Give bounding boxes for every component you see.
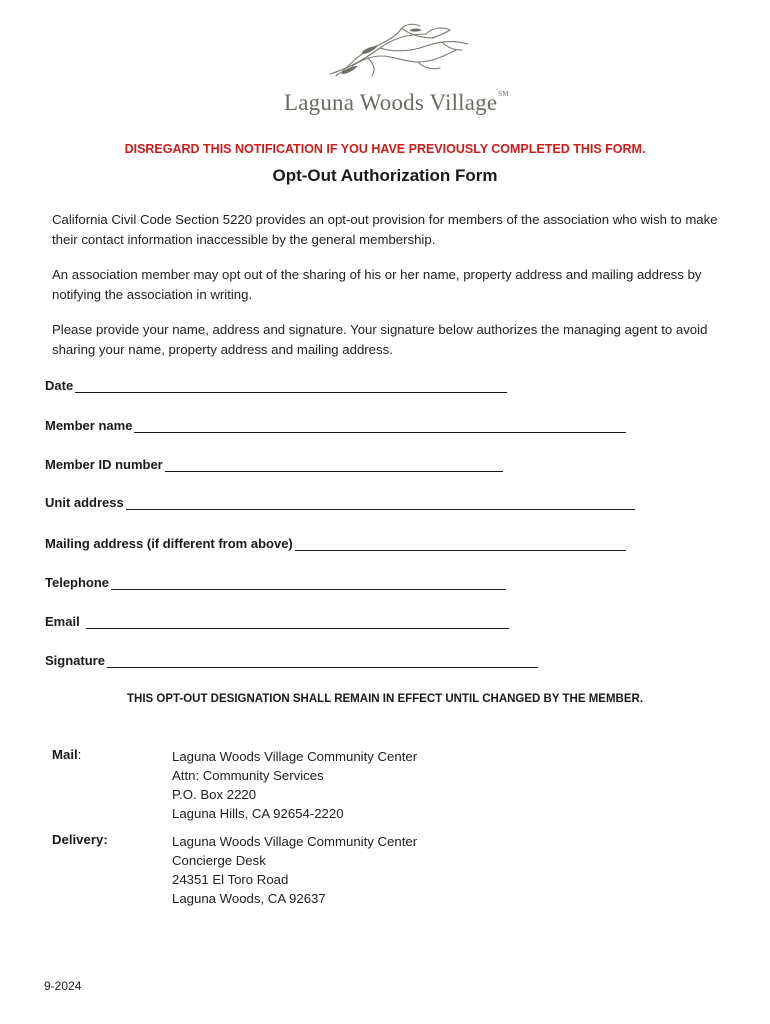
mail-address-line: Laguna Woods Village Community Center <box>172 749 418 764</box>
member-id-line[interactable] <box>165 457 503 472</box>
member-name-label: Member name <box>45 418 133 433</box>
delivery-address-line: 24351 El Toro Road <box>172 872 289 887</box>
delivery-address-block <box>172 832 417 908</box>
email-field <box>45 614 509 629</box>
mailing-address-line[interactable] <box>295 536 626 551</box>
delivery-address-line: Laguna Woods Village Community Center <box>172 834 418 849</box>
mailing-address-label: Mailing address (if different from above) <box>45 536 293 551</box>
oak-leaf-logo-icon <box>322 22 472 84</box>
telephone-field <box>45 575 506 590</box>
telephone-label: Telephone <box>45 575 110 590</box>
form-title: Opt-Out Authorization Form <box>272 166 498 185</box>
service-mark: SM <box>498 90 509 98</box>
member-id-label: Member ID number <box>45 457 163 472</box>
email-line[interactable] <box>86 614 509 629</box>
delivery-address-line: Laguna Woods, CA 92637 <box>172 891 326 906</box>
signature-label: Signature <box>45 653 105 668</box>
logo-wordmark: Laguna Woods Village <box>284 90 498 115</box>
date-label: Date <box>45 378 74 393</box>
intro-paragraph: California Civil Code Section 5220 provides an opt-out provision for members of the association who wish to make their contact information inaccessible by the general membership. <box>52 212 718 247</box>
date-field <box>45 378 507 393</box>
member-name-line[interactable] <box>134 418 626 433</box>
unit-address-label: Unit address <box>45 495 124 510</box>
opt-out-paragraph: An association member may opt out of the sharing of his or her name, property address and mailing address by notifying the association in writing. <box>52 267 702 302</box>
laguna-woods-logo <box>280 22 509 122</box>
delivery-label-text: Delivery: <box>52 832 108 847</box>
delivery-label <box>52 832 108 847</box>
mail-label-text: Mail <box>52 747 78 762</box>
mail-label <box>52 747 81 762</box>
signature-line[interactable] <box>107 653 538 668</box>
mail-address-line: P.O. Box 2220 <box>172 787 257 802</box>
date-line[interactable] <box>75 378 507 393</box>
disregard-notice: DISREGARD THIS NOTIFICATION IF YOU HAVE PREVIOUSLY COMPLETED THIS FORM. <box>124 142 646 156</box>
member-id-field <box>45 457 503 472</box>
mailing-address-field <box>45 536 626 551</box>
revision-date: 9-2024 <box>44 979 82 993</box>
mail-address-line: Attn: Community Services <box>172 768 324 783</box>
effect-notice: THIS OPT-OUT DESIGNATION SHALL REMAIN IN EFFECT UNTIL CHANGED BY THE MEMBER. <box>126 693 644 705</box>
email-label: Email <box>45 614 80 629</box>
delivery-address-line: Concierge Desk <box>172 853 266 868</box>
mail-address-line: Laguna Hills, CA 92654-2220 <box>172 806 344 821</box>
telephone-line[interactable] <box>111 575 506 590</box>
member-name-field <box>45 418 626 433</box>
signature-field <box>45 653 538 668</box>
instructions-paragraph: Please provide your name, address and signature. Your signature below authorizes the managing agent to avoid sharing your name, property address and mailing address. <box>52 322 708 357</box>
unit-address-field <box>45 495 635 510</box>
mail-address-block <box>172 747 417 823</box>
unit-address-line[interactable] <box>126 495 635 510</box>
mail-label-colon: : <box>77 747 82 762</box>
